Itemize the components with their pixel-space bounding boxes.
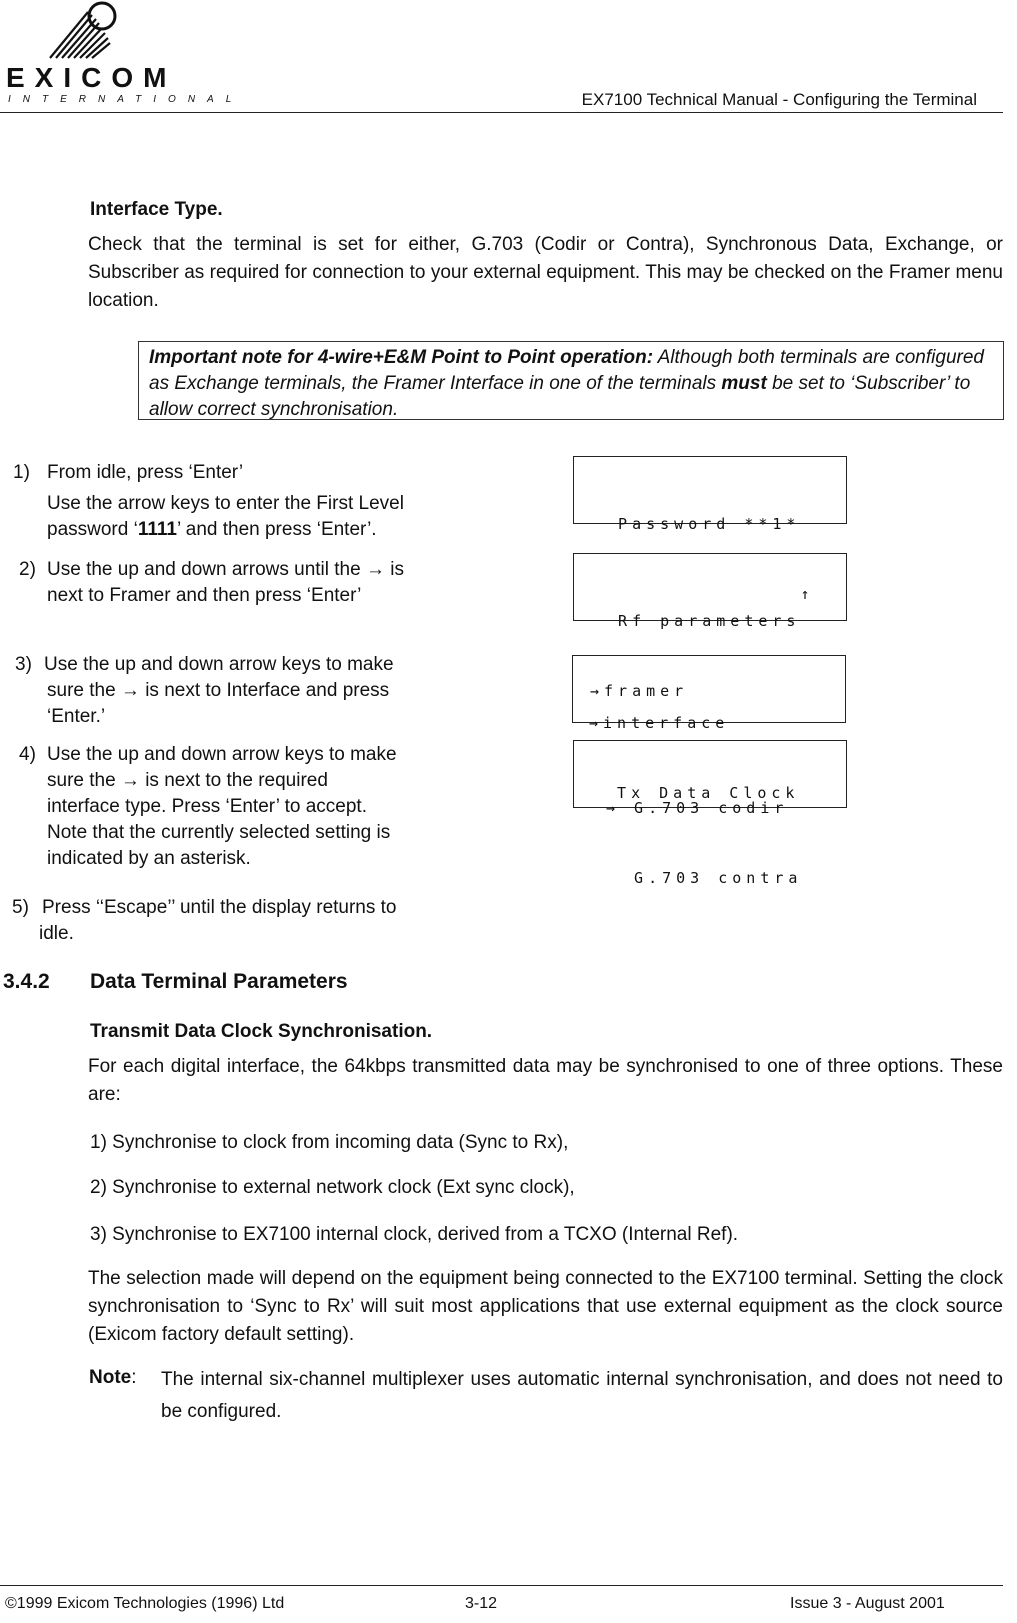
step-line: sure the → is next to the required (47, 770, 328, 791)
step-line: From idle, press ‘Enter’ (47, 462, 244, 483)
step-number: 2) (19, 559, 36, 580)
header-divider (0, 112, 1003, 113)
step-line: ’ and then press ‘Enter’. (176, 519, 377, 540)
lcd-display-interface (572, 655, 846, 802)
step-number: 4) (19, 744, 36, 765)
note-label: Note: (89, 1367, 137, 1388)
sync-option-3: 3) Synchronise to EX7100 internal clock, derived from a TCXO (Internal Ref). (90, 1224, 739, 1245)
lcd-row-1: →interface (589, 714, 730, 732)
sync-sub-heading: Transmit Data Clock Synchronisation. (90, 1021, 433, 1042)
sync-option-2: 2) Synchronise to external network clock (Ext sync clock), (90, 1177, 575, 1198)
lcd-row-1: Rf parameters (590, 612, 801, 630)
note-lead: Important note for 4-wire+E&M Point to Point operation: (149, 347, 654, 368)
lcd-display-g703 (573, 740, 847, 887)
lcd-display-password (573, 456, 847, 603)
step-line: Use the up and down arrow keys to make (44, 654, 394, 675)
section-title: Data Terminal Parameters (90, 970, 348, 993)
step-line: Use the arrow keys to enter the First Level (47, 493, 404, 514)
step-line: indicated by an asterisk. (47, 848, 251, 869)
section-number: 3.4.2 (3, 970, 50, 993)
step-number: 5) (12, 897, 29, 918)
lcd-row-2: G.703 contra (606, 869, 803, 887)
step-4 (19, 742, 489, 877)
step-1 (13, 460, 483, 550)
step-line: Note that the currently selected setting is (47, 822, 391, 843)
selection-paragraph: The selection made will depend on the equipment being connected to the EX7100 terminal. Setting the clock synchronisation to ‘Sync to Rx’ will suit most applications that use external equipment as the clock source (Exicom factory default setting). (88, 1268, 1003, 1345)
lcd-row-1: → G.703 codir (606, 799, 789, 817)
important-note-box (138, 341, 1004, 420)
step-line: ‘Enter.’ (47, 706, 106, 727)
step-3 (15, 652, 485, 732)
footer-page-number: 3-12 (465, 1595, 498, 1612)
lcd-row-2: ↑ (590, 585, 815, 603)
step-line: idle. (39, 923, 74, 944)
exicom-logo-mark-icon (42, 0, 132, 62)
sync-option-1: 1) Synchronise to clock from incoming data (Sync to Rx), (90, 1132, 569, 1153)
password-value: 1111 (137, 519, 177, 540)
lcd-display-rf-parameters (573, 553, 847, 700)
section-heading (3, 968, 348, 996)
lcd-row-2: →framer (590, 682, 689, 700)
note-text: The internal six-channel multiplexer uses automatic internal synchronisation, and does not need to be configured. (161, 1369, 1003, 1422)
interface-type-heading: Interface Type. (90, 199, 223, 220)
lcd-row-2: Tx Data Clock (589, 784, 800, 802)
logo-subtitle: INTERNATIONAL (8, 94, 244, 105)
step-line: Use the up and down arrows until the → is (47, 559, 404, 580)
logo-wordmark: EXICOM (6, 62, 177, 93)
page-header-title: EX7100 Technical Manual - Configuring the Terminal (581, 90, 977, 109)
footer-issue: Issue 3 - August 2001 (790, 1595, 945, 1612)
step-line: next to Framer and then press ‘Enter’ (47, 585, 362, 606)
step-number: 3) (15, 654, 32, 675)
note-text-1: Although both terminals are configured as Exchange terminals, the Framer Interface in one of the terminals (149, 347, 984, 394)
step-5 (12, 895, 492, 951)
step-line: sure the → is next to Interface and press (47, 680, 390, 701)
step-2 (19, 557, 489, 613)
step-line: password ‘ (47, 519, 138, 540)
step-line: Press ‘‘Escape’’ until the display returns to (42, 897, 397, 918)
sync-intro-paragraph: For each digital interface, the 64kbps transmitted data may be synchronised to one of three options. These are: (88, 1056, 1003, 1105)
step-number: 1) (13, 462, 30, 483)
footer-copyright: ©1999 Exicom Technologies (1996) Ltd (5, 1595, 285, 1612)
footer-divider (0, 1585, 1003, 1586)
step-line: Use the up and down arrow keys to make (47, 744, 397, 765)
note-text-2: be set to ‘Subscriber’ to allow correct synchronisation. (149, 373, 971, 420)
interface-type-paragraph: Check that the terminal is set for either, G.703 (Codir or Contra), Synchronous Data, Exchange, or Subscriber as required for connection to your external equipment. This may be checked on the Framer menu location. (88, 234, 1003, 311)
lcd-row-1: Password **1* (590, 515, 801, 533)
step-line: interface type. Press ‘Enter’ to accept. (47, 796, 367, 817)
note-must: must (721, 373, 767, 394)
